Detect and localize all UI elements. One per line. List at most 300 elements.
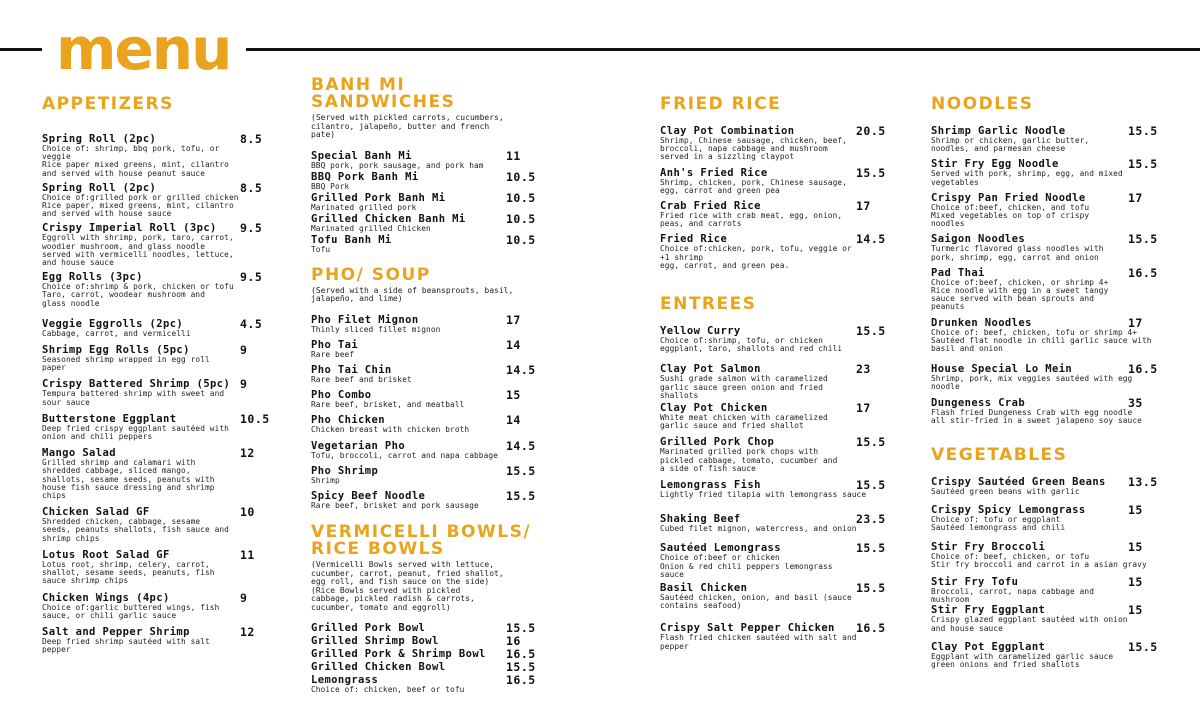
item-description: Cabbage, carrot, and vermicelli [42,328,191,338]
item-description: shallot, sesame seeds, peanuts, fish [42,568,215,578]
item-description: noodles [931,219,965,229]
item-name: Crispy Spicy Lemongrass [931,504,1086,517]
item-list [311,622,540,694]
menu-item [42,182,274,219]
item-description: Shrimp, pork, mix veggies sautéed with egg [931,374,1133,384]
item-name: Spring Roll (2pc) [42,133,157,145]
item-price: 15.5 [856,541,886,556]
item-description: a side of fish sauce [660,463,756,473]
menu-item [311,490,540,510]
item-list [660,325,890,651]
item-price: 15.5 [1128,232,1158,247]
item-description: Thinly sliced fillet mignon [311,324,441,334]
item-description: Lotus root, shrimp, celery, carrot, [42,559,210,569]
menu-item [311,339,540,359]
menu-item [42,626,274,654]
menu-item [931,125,1162,153]
item-name: Pad Thai [931,266,985,279]
item-price: 15 [1128,503,1143,518]
item-description: Broccoli, carrot, napa cabbage and [931,587,1094,597]
item-price: 11 [506,148,521,163]
item-description: contains seafood) [660,601,742,611]
item-price: 10.5 [506,212,536,227]
item-description: pepper [660,641,689,651]
item-name: Saigon Noodles [931,233,1026,246]
section-title: ENTREES [660,294,757,315]
item-name: House Special Lo Mein [931,363,1073,376]
item-description: Sautéed chicken, onion, and basil (sauce [660,593,852,603]
item-description: Mixed vegetables on top of crispy [931,211,1090,221]
item-description: sauce [660,569,684,579]
item-name: Stir Fry Egg Noodle [931,158,1059,171]
item-description: Choice of: chicken, beef or tofu [311,685,465,695]
menu-column [311,77,540,694]
item-name: Spicy Beef Noodle [311,489,426,502]
item-price: 15.5 [856,478,886,493]
item-price: 10 [240,505,255,520]
item-price: 12 [240,624,255,639]
item-description: Rare beef and brisket [311,374,412,384]
item-name: Clay Pot Salmon [660,363,761,376]
menu-item [931,158,1162,186]
menu-column [931,96,1162,669]
item-price: 17 [1128,315,1143,330]
item-price: 14.5 [506,362,536,377]
item-description: and house sauce [42,258,114,268]
item-price: 15 [1128,603,1143,618]
item-price: 8.5 [240,132,263,146]
section-entrees [660,296,890,651]
item-price: 23 [856,362,871,377]
item-description: Taro, carrot, woodear mushroom and [42,290,205,300]
item-description: Turmeric flavored glass noodles with [931,244,1104,254]
item-name: Grilled Shrimp Bowl [311,635,439,648]
item-name: Veggie Eggrolls (2pc) [42,317,184,330]
menu-item [42,413,274,441]
menu-item [660,125,890,162]
item-description: Eggroll with shrimp, pork, taro, carrot, [42,233,234,243]
item-description: Choice of:shrimp & pork, chicken or tofu [42,282,234,292]
item-name: Egg Rolls (3pc) [42,271,143,284]
item-price: 9 [240,590,248,605]
item-description: Tofu, broccoli, carrot and napa cabbage [311,450,498,460]
menu-item [931,476,1162,496]
item-name: Grilled Pork Banh Mi [311,191,446,204]
item-description: BBQ pork, pork sausage, and pork ham [311,160,484,170]
item-description: onion and chili peppers [42,432,153,442]
item-name: Salt and Pepper Shrimp [42,625,190,638]
top-rule-left [0,48,42,51]
menu-item [660,200,890,228]
item-name: Grilled Pork Chop [660,436,775,449]
item-description: Sautéed lemongrass and chili [931,523,1066,533]
menu-column [660,96,890,651]
item-name: Crispy Sautéed Green Beans [931,476,1106,489]
menu-item [42,549,274,586]
item-price: 4.5 [240,316,263,331]
menu-item [931,192,1162,229]
item-description: Rare beef, brisket and pork sausage [311,500,479,510]
section-vermicelli [311,524,540,694]
item-description: Choice of:grilled pork or grilled chicken [42,192,239,202]
menu-item [931,604,1162,632]
item-description: and served with house peanut sauce [42,168,205,178]
item-description: Tofu [311,245,331,255]
menu-item [311,389,540,409]
menu-column [42,96,274,654]
item-price: 17 [856,199,871,214]
menu-item [931,641,1162,669]
item-description: Rare beef, brisket, and meatball [311,400,465,410]
item-price: 16.5 [1128,362,1158,377]
item-list [311,314,540,511]
item-name: Pho Shrimp [311,464,379,477]
item-price: 12 [240,446,255,461]
item-description: Choice of:beef or chicken [660,553,780,563]
item-name: Dungeness Crab [931,396,1026,409]
menu-item [311,234,540,254]
item-description: garlic sauce and fried shallot [660,421,804,431]
item-price: 14 [506,413,521,428]
item-price: 16.5 [506,673,536,688]
item-name: Butterstone Eggplant [42,412,177,425]
menu-item [660,479,890,499]
item-price: 10.5 [506,190,536,205]
item-price: 9.5 [240,270,263,285]
item-description: Sushi grade salmon with caramelized [660,374,828,384]
item-description: broccoli, napa cabbage and mushroom [660,144,828,154]
section-appetizers [42,96,274,654]
menu-item [311,150,540,170]
item-name: Lemongrass Fish [660,479,761,492]
menu-item [42,133,274,178]
menu-item [660,513,890,533]
item-description: Marinated grilled Chicken [311,224,431,234]
item-description: eggplant, taro, shallots and red chili [660,344,843,354]
section-banh-mi [311,77,540,255]
item-description: peanuts [931,302,965,312]
item-name: Chicken Wings (4pc) [42,591,170,604]
item-price: 15 [506,388,521,403]
item-name: Pho Tai Chin [311,363,392,376]
item-price: 17 [856,401,871,416]
item-name: Pho Tai [311,338,359,351]
item-description: and served with house sauce [42,209,172,219]
menu-item [931,541,1162,569]
menu-item [311,661,540,673]
menu-item [660,582,890,610]
item-name: Shaking Beef [660,513,741,526]
item-name: Grilled Chicken Bowl [311,661,446,674]
item-price: 13.5 [1128,475,1158,490]
item-description: green onions and fried shallots [931,660,1080,670]
item-description: Sautéed green beans with garlic [931,487,1080,497]
item-description: Served with pork, shrimp, egg, and mixed [931,169,1123,179]
item-name: Pho Combo [311,389,372,402]
menu-item [311,213,540,233]
item-name: Clay Pot Combination [660,125,795,137]
menu-item [660,325,890,353]
item-name: Basil Chicken [660,582,748,595]
top-rule-right [246,48,1200,51]
item-description: mushroom [931,595,970,605]
item-price: 10.5 [506,169,536,184]
item-description: Deep fried crispy eggplant sautéed with [42,423,229,433]
section-pho [311,264,540,511]
item-price: 15.5 [1128,124,1158,138]
section-title: BANH MI SANDWICHES [311,75,456,112]
item-price: 15.5 [856,581,886,596]
item-price: 9 [240,377,248,392]
item-list [660,125,890,270]
item-name: Yellow Curry [660,325,741,338]
item-price: 15.5 [506,463,536,478]
item-description: sauce shrimp chips [42,576,129,586]
item-name: Grilled Chicken Banh Mi [311,213,466,226]
section-title: NOODLES [931,94,1034,114]
item-price: 16 [506,634,521,649]
item-name: Sautéed Lemongrass [660,542,781,555]
item-description: Marinated grilled pork [311,202,417,212]
item-price: 16.5 [1128,265,1158,280]
menu-item [660,167,890,195]
item-price: 15.5 [506,621,536,636]
item-name: Lotus Root Salad GF [42,548,170,561]
item-price: 15.5 [1128,639,1158,654]
menu-item [931,504,1162,532]
item-description: house fish sauce dressing and shrimp [42,482,215,492]
menu-item [311,635,540,647]
item-description: garlic sauce green onion and fried [660,382,823,392]
item-name: Pho Chicken [311,414,385,427]
item-name: Vegetarian Pho [311,439,406,452]
item-description: Choice of:beef, chicken, and tofu [931,202,1090,212]
section-fried-rice [660,96,890,270]
item-description: Marinated grilled pork chops with [660,447,819,457]
item-name: Stir Fry Eggplant [931,604,1046,617]
item-name: Fried Rice [660,233,728,246]
menu-item [660,436,890,473]
menu-item [311,648,540,660]
item-description: Eggplant with caramelized garlic sauce [931,651,1114,661]
item-description: Tempura battered shrimp with sweet and [42,389,225,399]
item-price: 15 [1128,575,1143,590]
section-note: (Served with pickled carrots, cucumbers, cilantro, jalapeño, butter and french pate) [311,113,504,139]
item-name: Pho Filet Mignon [311,313,419,326]
item-description: pepper [42,645,71,655]
menu-item [311,171,540,191]
item-name: Clay Pot Eggplant [931,640,1046,653]
menu-item [42,344,274,372]
item-description: shallots, sesame seeds, peanuts with [42,474,215,484]
item-description: sauce, or chili garlic sauce [42,610,177,620]
item-price: 17 [506,312,521,327]
item-description: egg, carrot and green pea [660,185,780,195]
item-description: BBQ Pork [311,181,350,191]
item-description: noodle [931,382,960,392]
item-description: Choice of: beef, chicken, or tofu [931,551,1090,561]
item-description: Choice of:garlic buttered wings, fish [42,602,220,612]
item-description: sauce served with bean sprouts and [931,294,1094,304]
item-name: Crispy Salt Pepper Chicken [660,622,835,635]
item-description: served with vermicelli noodles, lettuce, [42,249,234,259]
item-description: served in a sizzling claypot [660,152,795,162]
item-name: Lemongrass [311,674,379,687]
item-price: 16.5 [506,647,536,662]
item-list [931,125,1162,425]
item-description: Choice of:beef, chicken, or shrimp 4+ [931,277,1109,287]
item-list [42,133,274,654]
item-description: Cubed filet mignon, watercress, and onion [660,524,857,534]
item-description: Rice paper, mixed greens, mint, cilantro [42,201,234,211]
item-name: Shrimp Egg Rolls (5pc) [42,344,190,357]
menu-item [660,542,890,579]
item-name: Mango Salad [42,447,116,460]
item-name: BBQ Pork Banh Mi [311,170,419,183]
item-description: glass noodle [42,298,100,308]
item-name: Grilled Pork Bowl [311,622,426,635]
item-description: shrimp chips [42,533,100,543]
menu-item [311,465,540,485]
menu-item [660,233,890,270]
item-price: 11 [240,547,255,562]
item-description: shallots [660,390,699,400]
menu-item [931,363,1162,391]
item-description: peas, and carrots [660,219,742,229]
section-title: APPETIZERS [42,94,174,114]
item-description: Rice paper mixed greens, mint, cilantro [42,160,229,170]
item-description: White meat chicken with caramelized [660,413,828,423]
item-price: 15.5 [506,660,536,675]
item-description: all stir-fried in a sweet jalapeno soy sauce [931,415,1142,425]
item-list [311,150,540,255]
item-description: pickled cabbage, tomato, cucumber and [660,455,838,465]
menu-title: menu [56,15,231,83]
item-price: 9 [240,343,248,358]
menu-item [660,363,890,400]
item-name: Crab Fried Rice [660,200,761,213]
item-description: Crispy glazed eggplant sautéed with onion [931,615,1128,625]
item-description: Sautéed flat noodle in chili garlic sauce with [931,335,1152,345]
item-price: 15.5 [1128,157,1158,172]
item-price: 15.5 [856,324,886,339]
item-description: seeds, peanuts shallots, fish sauce and [42,525,229,535]
item-description: basil and onion [931,344,1003,354]
item-name: Shrimp Garlic Noodle [931,125,1066,137]
item-name: Stir Fry Broccoli [931,540,1046,553]
item-price: 15.5 [856,165,886,180]
menu-item [311,364,540,384]
item-price: 14 [506,337,521,352]
section-vegetables [931,447,1162,669]
item-name: Spring Roll (2pc) [42,181,157,194]
item-name: Special Banh Mi [311,149,412,162]
item-price: 15.5 [506,488,536,503]
item-description: noodles, and parmesan cheese [931,144,1066,154]
item-description: and house sauce [931,623,1003,633]
item-price: 35 [1128,395,1143,410]
item-name: Clay Pot Chicken [660,402,768,415]
item-description: Rice noodle with egg in a sweet tangy [931,286,1109,296]
item-name: Stir Fry Tofu [931,576,1019,589]
item-price: 8.5 [240,180,263,195]
item-description: +1 shrimp [660,252,704,262]
item-list [931,476,1162,669]
item-price: 23.5 [856,512,886,527]
item-price: 14.5 [506,438,536,453]
item-price: 20.5 [856,124,886,138]
item-description: Stir fry broccoli and carrot in a asian gravy [931,559,1147,569]
item-description: chips [42,491,66,501]
item-price: 10.5 [506,233,536,248]
item-description: Shrimp, Chinese sausage, chicken, beef, [660,136,847,145]
item-description: Choice of: shrimp, bbq pork, tofu, or [42,144,220,153]
item-description: vegetables [931,177,979,187]
menu-item [660,622,890,650]
section-note: (Vermicelli Bowls served with lettuce, cucumber, carrot, peanut, fried shallot, egg roll, and fish sauce on the side) (Rice Bowls served with pickled cabbage, pickled radish & carrots, cucumber, tomato and eggroll) [311,560,504,612]
menu-item [931,267,1162,312]
item-description: Flash fried Dungeness Crab with egg noodle [931,407,1133,417]
item-description: Grilled shrimp and calamari with [42,458,196,468]
item-name: Drunken Noodles [931,316,1032,329]
menu-item [42,271,274,308]
item-description: Rare beef [311,349,355,359]
section-title: VERMICELLI BOWLS/ RICE BOWLS [311,522,532,560]
menu-item [42,318,274,338]
item-name: Chicken Salad GF [42,506,150,519]
section-title: PHO/ SOUP [311,264,431,285]
item-description: Choice of: beef, chicken, tofu or shrimp 4+ [931,327,1138,337]
item-description: sour sauce [42,397,90,407]
menu-item [931,576,1162,604]
item-price: 17 [1128,190,1143,205]
item-name: Crispy Battered Shrimp (5pc) [42,378,231,391]
item-description: Shrimp or chicken, garlic butter, [931,136,1090,145]
item-name: Grilled Pork & Shrimp Bowl [311,648,486,661]
item-description: woodier mushroom, and glass noodle [42,241,205,251]
item-description: Onion & red chili peppers lemongrass [660,561,833,571]
menu-item [311,440,540,460]
item-price: 15.5 [856,435,886,450]
menu-item [931,317,1162,354]
item-description: egg, carrot, and green pea. [660,260,790,270]
menu-item [311,314,540,334]
menu-item [311,414,540,434]
menu-item [42,447,274,500]
section-noodles [931,96,1162,425]
item-description: Seasoned shrimp wrapped in egg roll [42,355,210,365]
section-note: (Served with a side of beansprouts, basil, jalapeño, and lime) [311,285,514,304]
menu-item [311,192,540,212]
menu-item [42,506,274,543]
item-description: Chicken breast with chicken broth [311,425,470,435]
item-name: Crispy Pan Fried Noodle [931,191,1086,204]
item-price: 9.5 [240,221,263,236]
item-description: Choice of:chicken, pork, tofu, veggie or [660,244,852,254]
item-description: paper [42,363,66,373]
item-description: Shrimp [311,475,340,485]
menu-item [311,674,540,694]
item-price: 15 [1128,539,1143,554]
item-price: 14.5 [856,232,886,247]
menu-item [42,378,274,406]
item-price: 16.5 [856,621,886,636]
menu-item [42,222,274,267]
item-description: pork, shrimp, egg, carrot and onion [931,252,1099,262]
item-description: Flash fried chicken sautéed with salt and [660,633,857,643]
section-title: FRIED RICE [660,94,782,114]
item-description: Choice of: tofu or eggplant [931,515,1061,525]
